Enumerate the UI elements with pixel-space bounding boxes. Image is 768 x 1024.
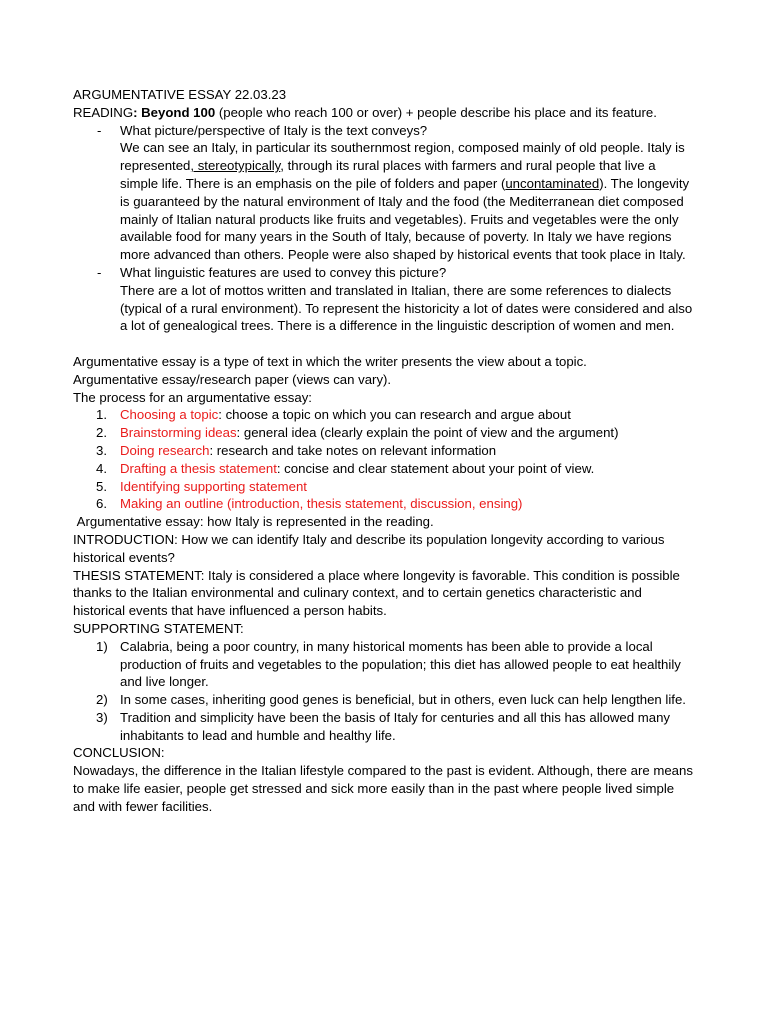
conclusion-paragraph: Nowadays, the difference in the Italian lifestyle compared to the past is evident. Although, there are means to make life easier, people get stressed and sick more easily than in the past where people lived simple and with fewer facilities.	[73, 763, 693, 814]
intro-line: Argumentative essay is a type of text in which the writer presents the view about a topic.	[73, 353, 587, 369]
underlined-term: , stereotypically	[190, 158, 281, 174]
reading-label: READING	[73, 104, 134, 120]
underlined-term: uncontaminated	[505, 175, 600, 191]
introduction-paragraph: INTRODUCTION: How we can identify Italy and describe its population longevity according to various historical events?	[73, 531, 665, 565]
supporting-item	[73, 691, 695, 709]
list-dash: -	[97, 264, 102, 280]
reading-line	[73, 104, 695, 122]
step-title: Choosing a topic	[120, 407, 219, 423]
thesis-paragraph: THESIS STATEMENT: Italy is considered a place where longevity is favorable. This condition is possible thanks to the Italian environmental and culinary context, and to certain genetics characteristic and historical events that have influenced a person habits.	[73, 567, 680, 619]
step-number: 6.	[96, 496, 107, 512]
step-number: 3.	[96, 442, 107, 458]
step-description: : general idea (clearly explain the point of view and the argument)	[236, 425, 619, 441]
process-steps-list	[73, 406, 695, 513]
question-list	[73, 122, 695, 336]
supporting-text: Tradition and simplicity have been the basis of Italy for centuries and all this has allowed many inhabitants to lead and humble and healthy life.	[120, 709, 671, 743]
question-text: What picture/perspective of Italy is the text conveys?	[120, 122, 428, 138]
question-item	[73, 264, 695, 335]
process-step	[73, 424, 695, 442]
step-title: Drafting a thesis statement	[120, 460, 277, 476]
supporting-number: 2)	[96, 692, 108, 708]
step-description: : concise and clear statement about your point of view.	[276, 460, 595, 476]
intro-line: Argumentative essay/research paper (views can vary).	[73, 371, 392, 387]
process-step	[73, 478, 695, 496]
reading-colon: :	[133, 104, 142, 120]
process-step	[73, 406, 695, 424]
step-description: : choose a topic on which you can research and argue about	[218, 407, 571, 423]
conclusion-heading: CONCLUSION:	[73, 745, 165, 761]
answer-segment: , through its rural places with farmers and rural people that live a simple life. There is an emphasis on the pile of folders and paper (	[120, 158, 656, 191]
answer-segment: We can see an Italy, in particular its southernmost region, composed mainly of old people. Italy is represented	[120, 140, 685, 174]
answer-text: There are a lot of mottos written and translated in Italian, there are some references to dialects (typical of a rural environment). To represent the historicity a lot of dates were considered and also a lot of genealogical trees. There is a difference in the linguistic description of women and men.	[120, 282, 693, 334]
document-title: ARGUMENTATIVE ESSAY 22.03.23	[73, 87, 287, 102]
supporting-heading: SUPPORTING STATEMENT:	[73, 620, 244, 636]
step-number: 5.	[96, 478, 107, 494]
step-number: 1.	[96, 407, 107, 423]
step-title: Making an outline (introduction, thesis statement, discussion, ensing)	[120, 496, 523, 512]
process-step	[73, 495, 695, 513]
blank-line	[73, 335, 695, 353]
supporting-number: 3)	[96, 709, 108, 725]
reading-book-title: Beyond 100	[141, 104, 216, 120]
question-text: What linguistic features are used to convey this picture?	[120, 264, 447, 280]
step-description: : research and take notes on relevant information	[209, 442, 497, 458]
step-title: Brainstorming ideas	[120, 425, 237, 441]
list-dash: -	[97, 122, 102, 138]
step-number: 4.	[96, 460, 107, 476]
essay-topic-line: Argumentative essay: how Italy is represented in the reading.	[73, 514, 434, 530]
supporting-text: In some cases, inheriting good genes is beneficial, but in others, even luck can help lengthen life.	[120, 692, 686, 708]
step-number: 2.	[96, 425, 107, 441]
process-step	[73, 442, 695, 460]
supporting-item	[73, 638, 695, 691]
question-item	[73, 122, 695, 264]
supporting-text: Calabria, being a poor country, in many historical moments has been able to provide a local production of fruits and vegetables to the population; this diet has allowed people to eat healthily and live longer.	[120, 638, 681, 690]
step-title: Doing research	[120, 442, 210, 458]
answer-text	[120, 139, 695, 264]
intro-line: The process for an argumentative essay:	[73, 389, 312, 405]
document-body	[73, 86, 695, 816]
process-step	[73, 460, 695, 478]
supporting-list	[73, 638, 695, 745]
supporting-number: 1)	[96, 638, 108, 654]
step-title: Identifying supporting statement	[120, 478, 307, 494]
reading-description: (people who reach 100 or over) + people describe his place and its feature.	[215, 104, 657, 120]
answer-segment: ). The longevity is guaranteed by the natural environment of Italy and the food (the Mediterranean diet composed mainly of Italian natural products like fruits and vegetables). Fruits and vegetables were the only available food for many years in the South of Italy, because of poverty. In Italy we have regions more advanced than others. People were also shaped by historical events that took place in Italy.	[120, 175, 690, 263]
supporting-item	[73, 709, 695, 745]
